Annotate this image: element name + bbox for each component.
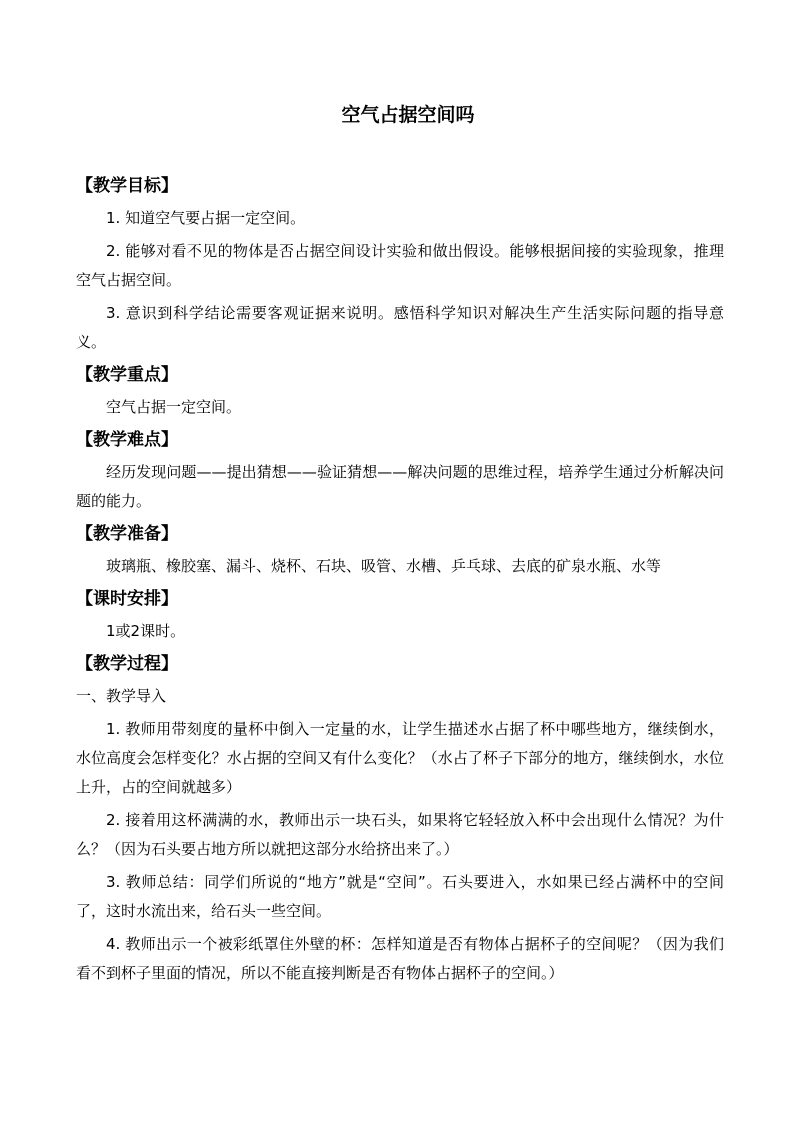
difficulty-text: 经历发现问题——提出猜想——验证猜想——解决问题的思维过程，培养学生通过分析解决问题的能力。 xyxy=(76,463,724,510)
heading-difficulty: 【教学难点】 xyxy=(76,430,178,450)
document-title: 空气占据空间吗 xyxy=(341,104,475,126)
process-item-2: 2. 接着用这杯满满的水，教师出示一块石头，如果将它轻轻放入杯中会出现什么情况？为什么？（因为石头要占地方所以就把这部分水给挤出来了。） xyxy=(76,811,724,858)
goal-item-3: 3. 意识到科学结论需要客观证据来说明。感悟科学知识对解决生产生活实际问题的指导意义。 xyxy=(76,304,724,351)
heading-teaching-goals: 【教学目标】 xyxy=(76,176,178,196)
heading-schedule: 【课时安排】 xyxy=(76,589,178,609)
heading-key-point: 【教学重点】 xyxy=(76,365,178,385)
key-point-text: 空气占据一定空间。 xyxy=(106,398,242,416)
schedule-text: 1或2课时。 xyxy=(106,622,186,640)
preparation-text: 玻璃瓶、橡胶塞、漏斗、烧杯、石块、吸管、水槽、乒乓球、去底的矿泉水瓶、水等 xyxy=(106,557,662,575)
process-item-3: 3. 教师总结：同学们所说的“地方”就是“空间”。石头要进入，水如果已经占满杯中的空间了，这时水流出来，给石头一些空间。 xyxy=(76,873,724,920)
process-subheading: 一、教学导入 xyxy=(76,687,167,705)
process-item-1: 1. 教师用带刻度的量杯中倒入一定量的水，让学生描述水占据了杯中哪些地方，继续倒水，水位高度会怎样变化？水占据的空间又有什么变化？（水占了杯子下部分的地方，继续倒水，水位上升，占的空间就越多） xyxy=(76,720,724,796)
heading-process: 【教学过程】 xyxy=(76,654,178,674)
heading-preparation: 【教学准备】 xyxy=(76,524,178,544)
goal-item-2: 2. 能够对看不见的物体是否占据空间设计实验和做出假设。能够根据间接的实验现象，推理空气占据空间。 xyxy=(76,242,724,289)
goal-item-1: 1. 知道空气要占据一定空间。 xyxy=(106,209,306,227)
process-item-4: 4. 教师出示一个被彩纸罩住外壁的杯：怎样知道是否有物体占据杯子的空间呢？（因为我们看不到杯子里面的情况，所以不能直接判断是否有物体占据杯子的空间。） xyxy=(76,935,724,982)
document-page xyxy=(76,100,724,992)
